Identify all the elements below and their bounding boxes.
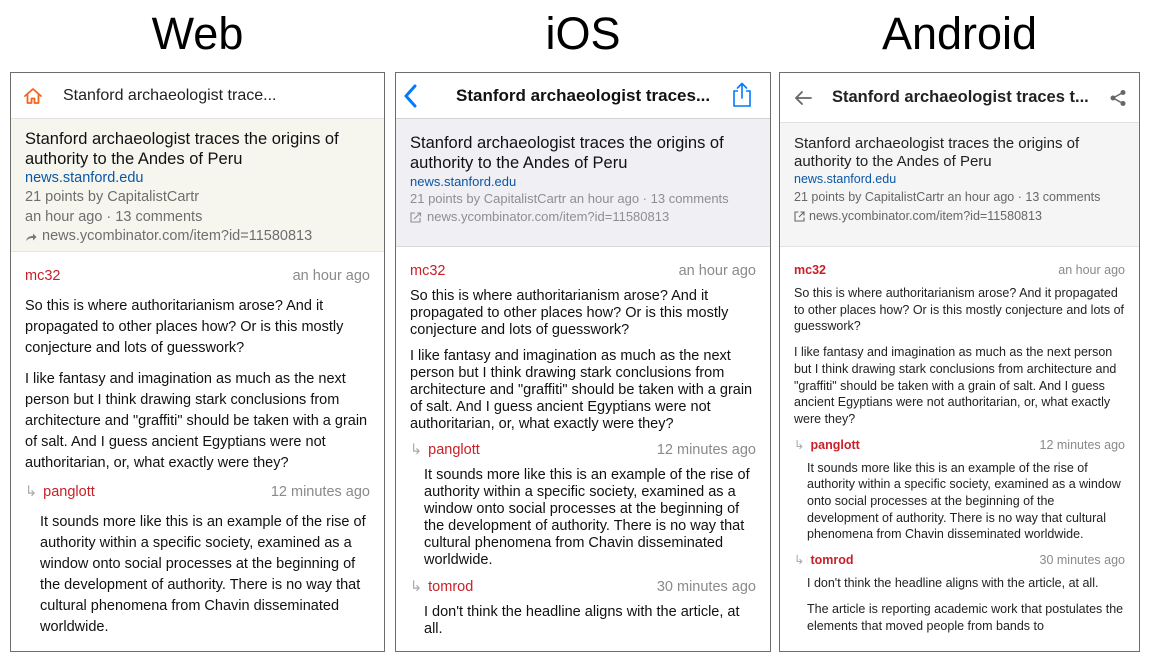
web-story-header bbox=[11, 119, 384, 252]
comment-author[interactable]: panglott bbox=[428, 442, 480, 458]
reply-comment bbox=[410, 579, 756, 638]
ios-nav-bar bbox=[396, 73, 770, 119]
arrow-left-icon[interactable] bbox=[794, 90, 812, 106]
comment-author[interactable]: mc32 bbox=[794, 263, 826, 277]
comment-time: 30 minutes ago bbox=[656, 579, 756, 595]
reply-arrow-icon: ↳ bbox=[794, 437, 805, 452]
hn-link-text[interactable]: news.ycombinator.com/item?id=11580813 bbox=[809, 209, 1042, 223]
comment-author[interactable]: tomrod bbox=[810, 553, 854, 568]
platform-title-android: Android bbox=[881, 8, 1038, 59]
reply-arrow-icon: ↳ bbox=[410, 442, 423, 458]
story-title[interactable]: Stanford archaeologist traces the origins of authority to the Andes of Peru bbox=[410, 134, 724, 172]
comment-paragraph: It sounds more like this is an example of the rise of authority within a specific society, examined as a window onto social processes at the beginning of the development of authority. There is no way that cultural phenomena from Chavin disseminated worldwide. bbox=[40, 514, 366, 635]
hn-link-text[interactable]: news.ycombinator.com/item?id=11580813 bbox=[42, 228, 313, 244]
android-comments bbox=[780, 247, 1139, 634]
platform-title-web: Web bbox=[151, 8, 244, 59]
story-meta: 21 points by CapitalistCartr an hour ago · 13 comments bbox=[794, 190, 1101, 204]
comment-paragraph: So this is where authoritarianism arose? And it propagated to other places how? Or is this mostly conjecture and lots of guesswork? bbox=[410, 288, 729, 338]
comment-paragraph: It sounds more like this is an example of the rise of authority within a specific society, examined as a window onto social processes at the beginning of the development of authority. There is no way that cultural phenomena from Chavin disseminated worldwide. bbox=[424, 467, 750, 568]
comment-paragraph: So this is where authoritarianism arose? And it propagated to other places how? Or is this mostly conjecture and lots of guesswork? bbox=[25, 298, 344, 356]
comment-author[interactable]: mc32 bbox=[410, 263, 446, 279]
chevron-left-icon[interactable] bbox=[404, 84, 418, 108]
story-domain[interactable]: news.stanford.edu bbox=[410, 174, 517, 189]
ios-screen bbox=[395, 72, 771, 652]
comment-time: an hour ago bbox=[292, 268, 370, 284]
story-hn-link[interactable] bbox=[25, 227, 370, 247]
ios-comments bbox=[396, 247, 770, 638]
comment-author[interactable]: tomrod bbox=[428, 579, 474, 595]
story-domain[interactable]: news.stanford.edu bbox=[25, 170, 144, 186]
web-nav-bar bbox=[11, 73, 384, 119]
hn-link-text[interactable]: news.ycombinator.com/item?id=11580813 bbox=[427, 209, 670, 224]
comment-time: 12 minutes ago bbox=[270, 484, 370, 500]
story-time-comments: an hour ago · 13 comments bbox=[25, 208, 203, 225]
reply-comment bbox=[410, 442, 756, 569]
comment-time: 12 minutes ago bbox=[656, 442, 756, 458]
story-hn-link[interactable] bbox=[794, 207, 1125, 226]
comment-paragraph: I don't think the headline aligns with the article, at all. bbox=[807, 576, 1099, 591]
story-points: 21 points by CapitalistCartr bbox=[25, 189, 200, 205]
reply-arrow-icon: ↳ bbox=[25, 484, 38, 500]
android-app-bar bbox=[780, 73, 1139, 123]
platform-title-ios: iOS bbox=[545, 8, 621, 59]
home-icon[interactable] bbox=[23, 86, 43, 106]
reply-arrow-icon: ↳ bbox=[794, 553, 805, 568]
comment-time: an hour ago bbox=[678, 263, 756, 279]
reply-arrow-icon bbox=[25, 232, 37, 242]
android-screen bbox=[779, 72, 1140, 652]
comment-author[interactable]: panglott bbox=[43, 484, 95, 500]
ios-bar-title: Stanford archaeologist traces... bbox=[456, 85, 711, 105]
external-link-icon bbox=[410, 212, 422, 223]
comment-author[interactable]: mc32 bbox=[25, 268, 61, 284]
web-bar-title: Stanford archaeologist trace... bbox=[63, 86, 277, 104]
story-title[interactable]: Stanford archaeologist traces the origins of authority to the Andes of Peru bbox=[25, 130, 339, 168]
reply-arrow-icon: ↳ bbox=[410, 579, 423, 595]
comment-paragraph: I like fantasy and imagination as much as the next person but I think drawing stark conclusions from architecture and "graffiti" should be taken with a grain of salt. And I guess ancient Egyptians were not authoritarian, or, what exactly were they? bbox=[25, 371, 368, 471]
comment bbox=[410, 263, 756, 433]
comment-author[interactable]: panglott bbox=[810, 437, 860, 452]
share-nodes-icon[interactable] bbox=[1109, 89, 1127, 107]
comment-paragraph: It sounds more like this is an example of the rise of authority within a specific society, examined as a window onto social processes at the beginning of the development of authority. There is no way that cultural phenomena from Chavin disseminated worldwide. bbox=[807, 460, 1121, 542]
android-story-header bbox=[780, 123, 1139, 247]
comment-paragraph: I like fantasy and imagination as much as the next person but I think drawing stark conclusions from architecture and "graffiti" should be taken with a grain of salt. And I guess ancient Egyptians were not authoritarian, or, what exactly were they? bbox=[794, 345, 1117, 426]
external-link-icon bbox=[794, 211, 805, 222]
story-title[interactable]: Stanford archaeologist traces the origins of authority to the Andes of Peru bbox=[794, 135, 1080, 170]
comment bbox=[25, 268, 370, 474]
comment-paragraph: The article is reporting academic work that postulates the elements that moved people from bands to bbox=[807, 601, 1124, 633]
reply-comment bbox=[25, 484, 370, 638]
comment-time: 12 minutes ago bbox=[1039, 437, 1125, 452]
web-comments bbox=[11, 252, 384, 638]
reply-comment bbox=[794, 437, 1125, 544]
comment-time: 30 minutes ago bbox=[1039, 553, 1125, 568]
ios-story-header bbox=[396, 119, 770, 247]
comment-paragraph: So this is where authoritarianism arose? And it propagated to other places how? Or is this mostly conjecture and lots of guesswork? bbox=[794, 286, 1125, 334]
share-icon[interactable] bbox=[732, 82, 752, 108]
comment-paragraph: I don't think the headline aligns with the article, at all. bbox=[424, 604, 740, 637]
comment-time: an hour ago bbox=[1058, 263, 1125, 277]
reply-comment bbox=[794, 552, 1125, 634]
android-bar-title: Stanford archaeologist traces t... bbox=[832, 88, 1089, 106]
story-meta: 21 points by CapitalistCartr an hour ago · 13 comments bbox=[410, 191, 729, 206]
comment bbox=[794, 263, 1125, 428]
story-hn-link[interactable] bbox=[410, 208, 756, 226]
story-domain[interactable]: news.stanford.edu bbox=[794, 172, 897, 186]
web-screen bbox=[10, 72, 385, 652]
comment-paragraph: I like fantasy and imagination as much as the next person but I think drawing stark conclusions from architecture and "graffiti" should be taken with a grain of salt. And I guess ancient Egyptians were not authoritarian, or, what exactly were they? bbox=[410, 348, 753, 432]
